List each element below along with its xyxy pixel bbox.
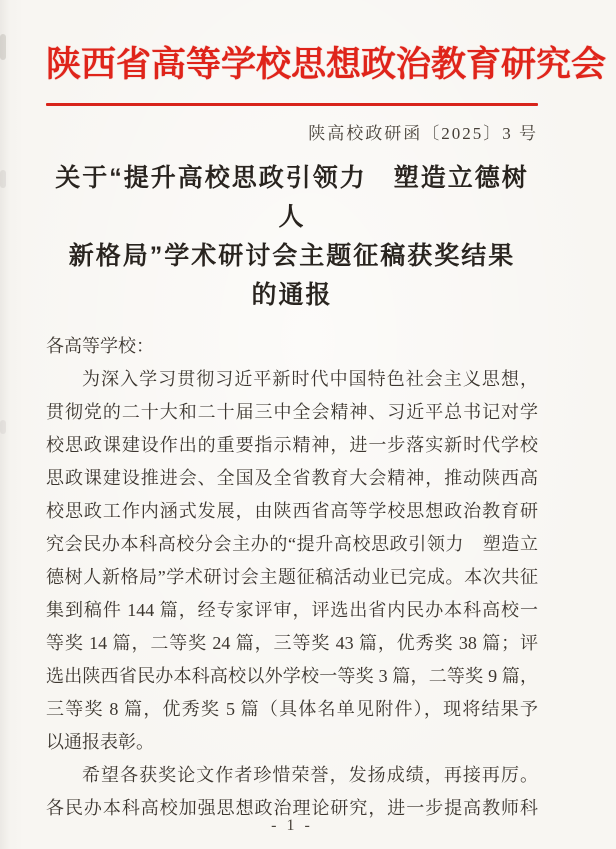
document-content (46, 40, 607, 825)
scan-artifact (0, 420, 6, 434)
body-line: 思政课建设推进会、全国及全省教育大会精神，推动陕西高 (46, 468, 538, 488)
document-reference-number: 陕高校政研函〔2025〕3 号 (308, 124, 538, 143)
body-line: 选出陕西省民办本科高校以外学校一等奖 3 篇，二等奖 9 篇， (46, 666, 538, 686)
body-line: 贯彻党的二十大和二十届三中全会精神、习近平总书记对学 (46, 402, 538, 422)
salutation: 各高等学校： (46, 336, 154, 356)
scan-artifact (0, 170, 6, 188)
body-line: 德树人新格局”学术研讨会主题征稿活动业已完成。本次共征 (46, 567, 538, 587)
body-line: 等奖 14 篇，二等奖 24 篇，三等奖 43 篇，优秀奖 38 篇；评 (46, 633, 538, 653)
issuing-org-title: 陕西省高等学校思想政治教育研究会 (46, 45, 607, 84)
body-line: 究会民办本科高校分会主办的“提升高校思政引领力 塑造立 (46, 534, 538, 554)
body-line: 三等奖 8 篇，优秀奖 5 篇（具体名单见附件），现将结果予 (46, 699, 538, 719)
body-line: 以通报表彰。 (46, 732, 154, 752)
document-body (46, 330, 538, 825)
body-line: 校思政工作内涵式发展，由陕西省高等学校思想政治教育研 (46, 501, 538, 521)
document-title-line-1: 关于“提升高校思政引领力 塑造立德树人 (55, 164, 529, 231)
page-number: - 1 - (271, 817, 313, 834)
document-title-line-3: 的通报 (251, 281, 333, 309)
body-line: 各民办本科高校加强思想政治理论研究，进一步提高教师科 (46, 798, 538, 818)
red-divider-rule (46, 103, 538, 106)
document-title (46, 159, 538, 315)
document-title-line-2: 新格局”学术研讨会主题征稿获奖结果 (68, 242, 516, 270)
body-line: 为深入学习贯彻习近平新时代中国特色社会主义思想， (82, 369, 538, 389)
body-line: 希望各获奖论文作者珍惜荣誉，发扬成绩，再接再厉。 (82, 765, 538, 785)
body-line: 集到稿件 144 篇，经专家评审，评选出省内民办本科高校一 (46, 600, 538, 620)
scan-artifact (0, 34, 6, 60)
body-line: 校思政课建设作出的重要指示精神，进一步落实新时代学校 (46, 435, 538, 455)
